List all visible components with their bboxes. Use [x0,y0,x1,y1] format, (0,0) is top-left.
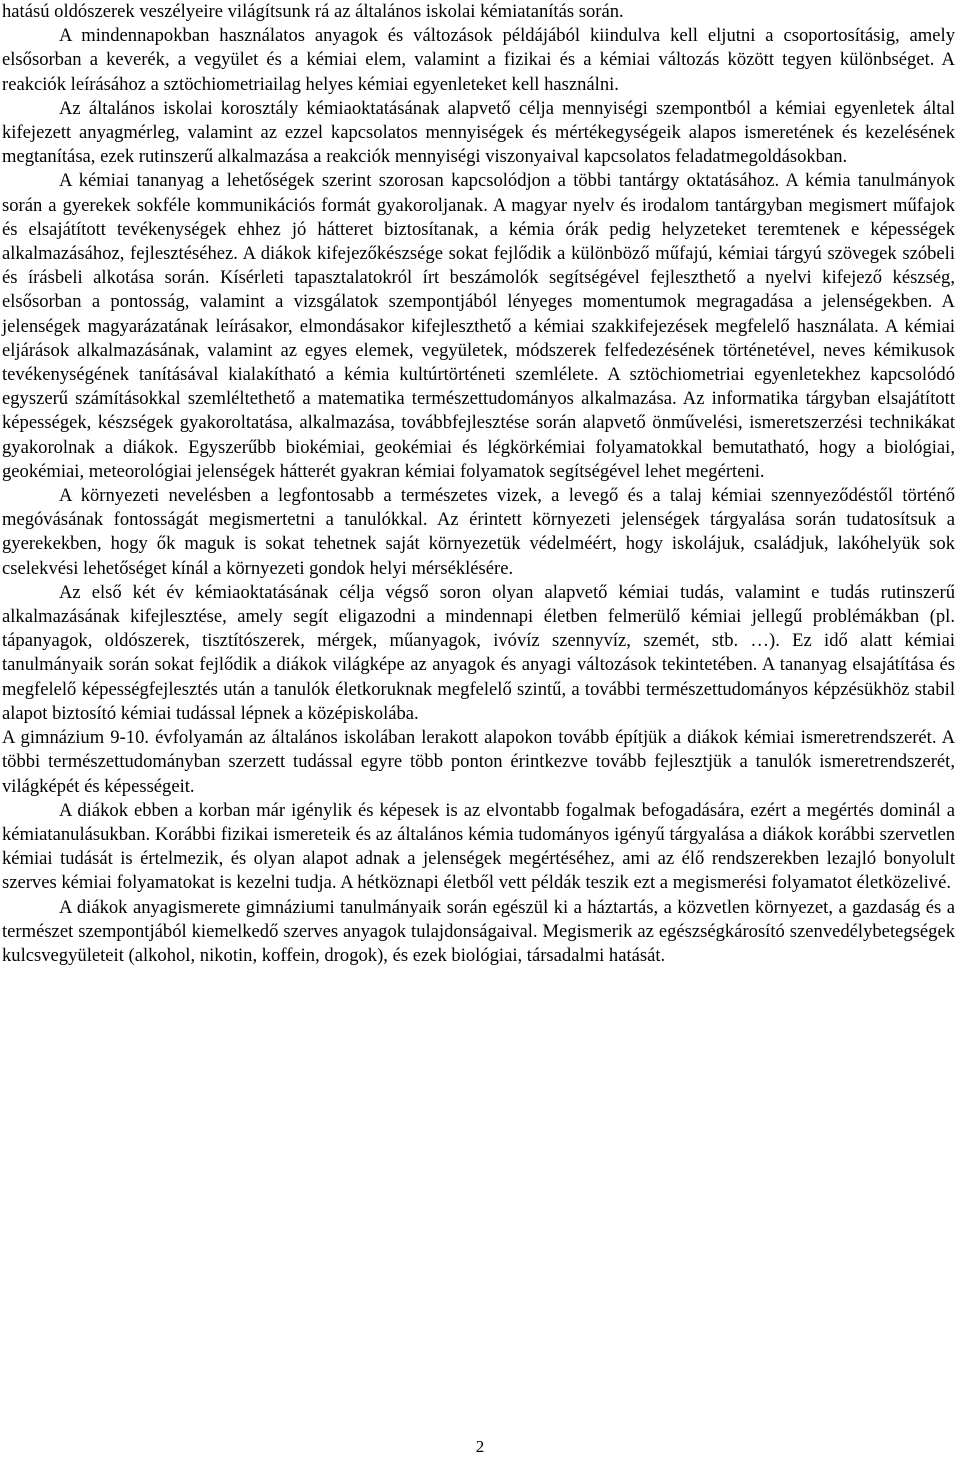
document-body [2,0,955,968]
paragraph-5: A környezeti nevelésben a legfontosabb a természetes vizek, a levegő és a talaj kémiai szennyeződéstől történő megóvásának fontosságát megismertetni a tanulókkal. Az érintett környezeti jelenségek tárgyalása során tudatosítsuk a gyerekekben, hogy ők maguk is sokat tehetnek saját környezetük védelméért, hogy iskolájuk, családjuk, lakóhelyük sok cselekvési lehetőséget kínál a környezeti gondok helyi mérséklésére. [2,485,955,579]
paragraph-6: Az első két év kémiaoktatásának célja végső soron olyan alapvető kémiai tudás, valamint e tudás rutinszerű alkalmazásának kifejlesztése, amely segít eligazodni a mindennapi életben felmerülő kémiai jellegű problémákban (pl. tápanyagok, oldószerek, tisztítószerek, mérgek, műanyagok, ivóvíz szennyvíz, szemét, stb. …). Ez idő alatt kémiai tanulmányaik során sokat fejlődik a diákok világképe az anyagok és anyagi változások tekintetében. A tananyag elsajátítása és megfelelő képességfejlesztés után a tanulók életkoruknak megfelelő szintű, a további természettudományos képzésükhöz stabil alapot biztosító kémiai tudással lépnek a középiskolába. [2,581,955,724]
paragraph-1: hatású oldószerek veszélyeire világítsunk rá az általános iskolai kémiatanítás során. [2,1,624,22]
paragraph-4: A kémiai tananyag a lehetőségek szerint szorosan kapcsolódjon a többi tantárgy oktatásához. A kémia tanulmányok során a gyerekek sokféle kommunikációs formát gyakoroljanak. A magyar nyelv és irodalom tantárgyban megismert műfajok és elsajátított tevékenységek ehhez jó hátteret biztosítanak, a kémia órák pedig helyzeteket teremtenek e képességek alkalmazásához, fejlesztéséhez. A diákok kifejezőkészsége sokat fejlődik a különböző műfajú, kémiai tárgyú szövegek szóbeli és írásbeli alkotása során. Kísérleti tapasztalatokról írt beszámolók segítségével fejleszthető a nyelvi kifejező készség, elsősorban a pontosság, valamint a vizsgálatok szempontjából lényeges momentumok megragadása a jelenségekben. A jelenségek magyarázatának leírásakor, elmondásakor kifejleszthető a kémiai szakkifejezések megfelelő használata. A kémiai eljárások alkalmazásának, valamint az egyes elemek, vegyületek, módszerek felfedezésének történetével, neves kémikusok tevékenységének tanításával kialakítható a kémia kultúrtörténeti szemlélete. A sztöchiometriai egyenletekhez kapcsolódó egyszerű számításokkal szemléltethető a matematika természettudományos alkalmazása. Az informatika tárgyban elsajátított képességek, készségek gyakoroltatása, alkalmazása, továbbfejlesztése során alapvető önművelési, ismeretszerzési technikákat gyakorolnak a diákok. Egyszerűbb biokémiai, geokémiai és légkörkémiai folyamatokkal bemutatható, hogy a biológiai, geokémiai, meteorológiai jelenségek hátterét gyakran kémiai folyamatok segítségével lehet megérteni. [2,170,955,482]
page-number: 2 [475,1437,485,1456]
paragraph-7: A gimnázium 9-10. évfolyamán az általános iskolában lerakott alapokon tovább építjük a diákok kémiai ismeretrendszerét. A többi természettudományban szerzett tudással egyre több ponton érintkezve tovább fejlesztjük a tanulók ismeretrendszerét, világképét és képességeit. [2,727,955,797]
paragraph-2: A mindennapokban használatos anyagok és változások példájából kiindulva kell eljutni a csoportosításig, amely elsősorban a keverék, a vegyület és a kémiai elem, valamint a fizikai és a kémiai változás között tegyen különbséget. A reakciók leírásához a sztöchiometriailag helyes kémiai egyenleteket kell használni. [2,25,955,95]
paragraph-3: Az általános iskolai korosztály kémiaoktatásának alapvető célja mennyiségi szempontból a kémiai egyenletek által kifejezett anyagmérleg, valamint az ezzel kapcsolatos mennyiségek és mértékegységeik alapos ismeretének és kezelésének megtanítása, ezek rutinszerű alkalmazása a reakciók mennyiségi viszonyaival kapcsolatos feladatmegoldásokban. [2,97,955,168]
paragraph-8: A diákok ebben a korban már igénylik és képesek is az elvontabb fogalmak befogadására, ezért a megértés dominál a kémiatanulásukban. Korábbi fizikai ismereteik és az általános kémia tudományos igényű tárgyalása a diákok korábbi szervetlen kémiai tudását is értelmezik, és olyan alapot adnak a jelenségek megértéséhez, ami az élő rendszerekben lezajló bonyolult szerves kémiai folyamatokat is kezelni tudja. A hétköznapi életből vett példák teszik ezt a megismerési folyamatot életközelivé. [2,799,955,894]
paragraph-9: A diákok anyagismerete gimnáziumi tanulmányaik során egészül ki a háztartás, a közvetlen környezet, a gazdaság és a természet szempontjából kiemelkedő szerves anyagok tulajdonságaival. Megismerik az egészségkárosító szenvedélybetegségek kulcsvegyületeit (alkohol, nikotin, koffein, drogok), és ezek biológiai, társadalmi hatását. [2,896,955,966]
